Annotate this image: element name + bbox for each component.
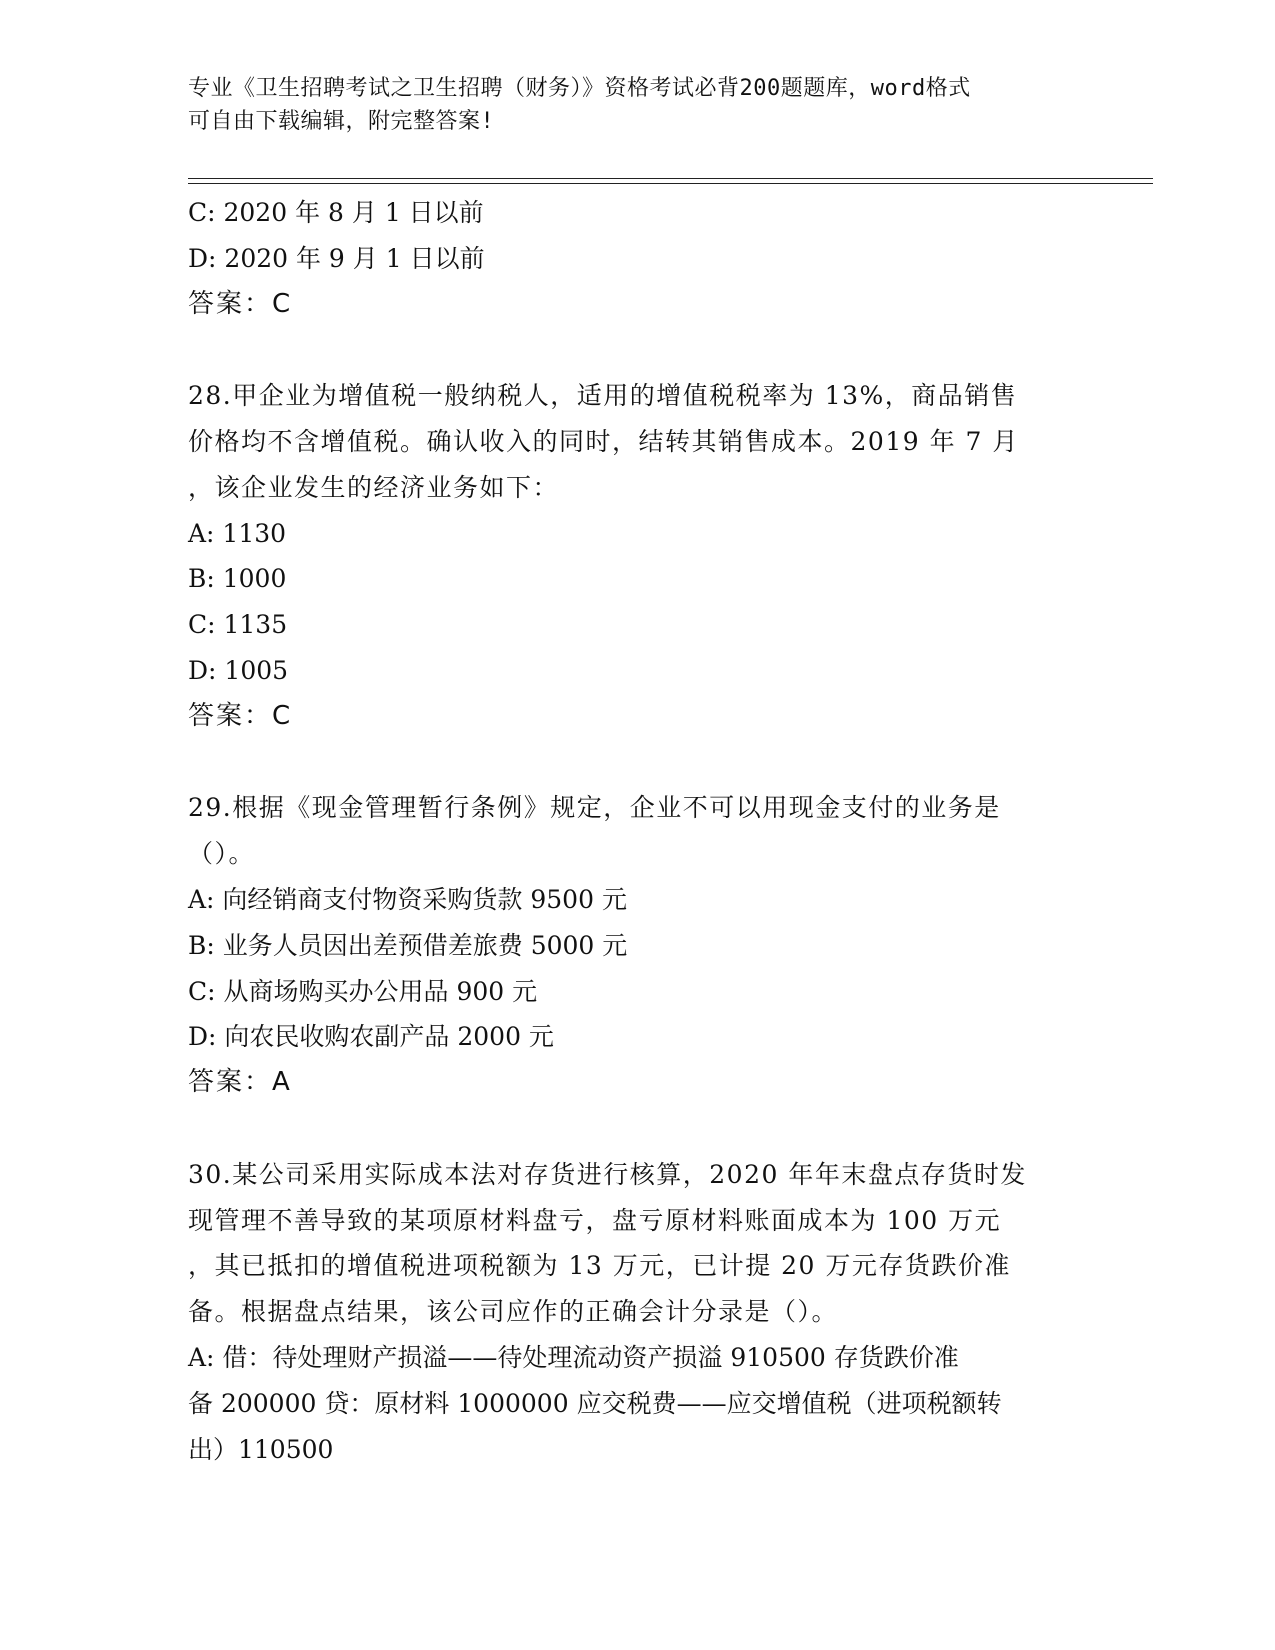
q30-stem-line-4: 备。根据盘点结果，该公司应作的正确会计分录是（）。 bbox=[188, 1297, 839, 1327]
q28-option-a: A: 1130 bbox=[188, 518, 287, 548]
q30-option-a-line-1: A: 借：待处理财产损溢——待处理流动资产损溢 910500 存货跌价准 bbox=[188, 1342, 959, 1372]
q28-stem-line-2: 价格均不含增值税。确认收入的同时，结转其销售成本。2019 年 7 月 bbox=[188, 426, 1019, 456]
question-29 bbox=[188, 785, 1088, 1106]
header-divider-bottom bbox=[188, 183, 1153, 184]
q30-option-a-line-2: 备 200000 贷：原材料 1000000 应交税费——应交增值税（进项税额转 bbox=[188, 1388, 1002, 1418]
q30-option-a-line-3: 出）110500 bbox=[188, 1434, 334, 1464]
q29-stem-line-2: （）。 bbox=[188, 839, 256, 869]
q30-stem bbox=[188, 1152, 1088, 1335]
document-header bbox=[188, 72, 1068, 138]
spacer bbox=[188, 327, 1088, 373]
q28-stem bbox=[188, 373, 1088, 510]
header-divider-top bbox=[188, 178, 1153, 179]
q27-option-d: D: 2020 年 9 月 1 日以前 bbox=[188, 243, 485, 273]
header-title-line-1: 专业《卫生招聘考试之卫生招聘（财务）》资格考试必背200题题库，word格式 bbox=[188, 76, 971, 101]
q28-stem-line-3: ，该企业发生的经济业务如下： bbox=[188, 472, 560, 502]
q29-stem bbox=[188, 785, 1088, 877]
q30-stem-line-1: 30.某公司采用实际成本法对存货进行核算，2020 年年末盘点存货时发 bbox=[188, 1159, 1027, 1189]
q29-answer: 答案：A bbox=[188, 1067, 292, 1098]
spacer bbox=[188, 740, 1088, 786]
q28-option-d: D: 1005 bbox=[188, 655, 289, 685]
q30-stem-line-3: ，其已抵扣的增值税进项税额为 13 万元，已计提 20 万元存货跌价准 bbox=[188, 1251, 1011, 1281]
question-27-tail bbox=[188, 190, 1088, 327]
q28-stem-line-1: 28.甲企业为增值税一般纳税人，适用的增值税税率为 13%，商品销售 bbox=[188, 381, 1018, 411]
header-title-line-2: 可自由下载编辑，附完整答案! bbox=[188, 109, 495, 134]
q27-answer: 答案：C bbox=[188, 288, 293, 319]
q30-stem-line-2: 现管理不善导致的某项原材料盘亏，盘亏原材料账面成本为 100 万元 bbox=[188, 1205, 1002, 1235]
q28-answer: 答案：C bbox=[188, 700, 293, 731]
question-30 bbox=[188, 1152, 1088, 1473]
q29-option-a: A: 向经销商支付物资采购货款 9500 元 bbox=[188, 884, 627, 914]
q29-option-d: D: 向农民收购农副产品 2000 元 bbox=[188, 1022, 554, 1052]
q29-option-c: C: 从商场购买办公用品 900 元 bbox=[188, 976, 538, 1006]
q28-option-b: B: 1000 bbox=[188, 564, 287, 594]
q29-option-b: B: 业务人员因出差预借差旅费 5000 元 bbox=[188, 930, 628, 960]
spacer bbox=[188, 1106, 1088, 1152]
q29-stem-line-1: 29.根据《现金管理暂行条例》规定，企业不可以用现金支付的业务是 bbox=[188, 793, 1001, 823]
question-content bbox=[188, 190, 1088, 1472]
q30-option-a bbox=[188, 1335, 1088, 1472]
question-28 bbox=[188, 373, 1088, 739]
q28-option-c: C: 1135 bbox=[188, 610, 288, 640]
q27-option-c: C: 2020 年 8 月 1 日以前 bbox=[188, 198, 484, 227]
